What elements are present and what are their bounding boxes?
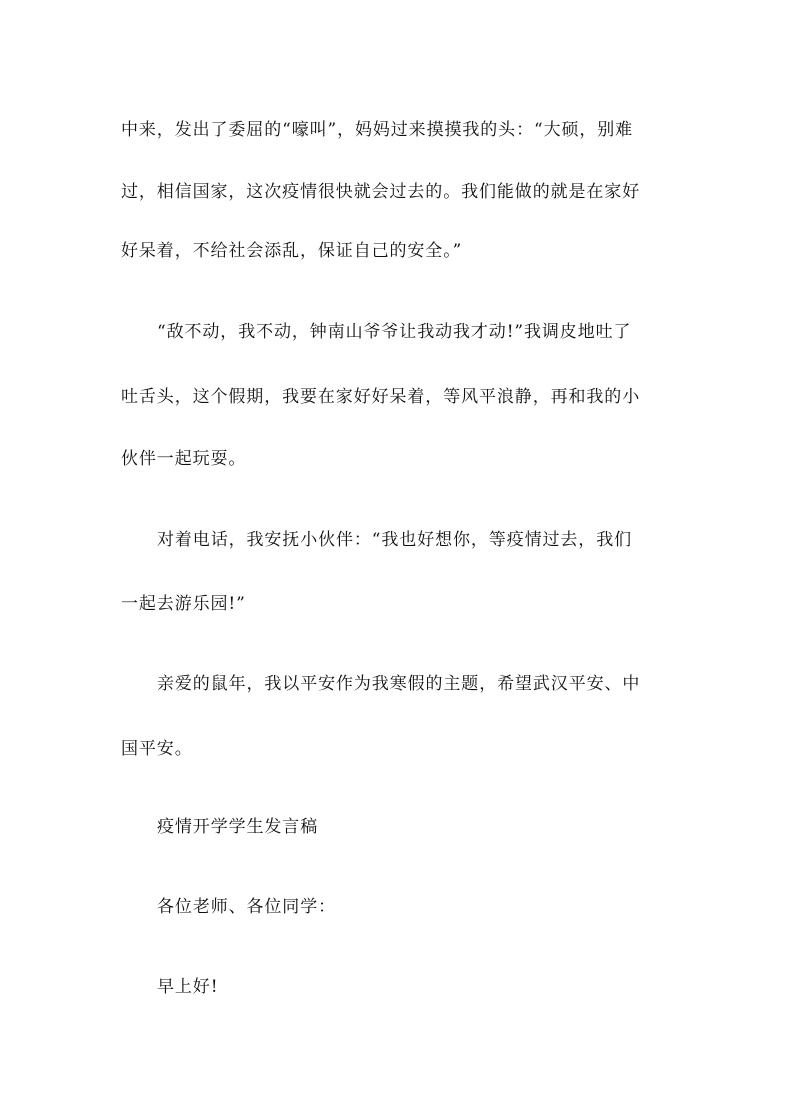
- text-line: 国平安。: [121, 739, 193, 759]
- heading: 疫情开学学生发言稿: [157, 817, 319, 837]
- text-line: 一起去游乐园!”: [121, 594, 246, 614]
- text-line: 对着电话，我安抚小伙伴：“我也好想你，等疫情过去，我们: [157, 530, 632, 550]
- greeting: 早上好!: [157, 977, 219, 997]
- salutation: 各位老师、各位同学：: [157, 897, 336, 917]
- text-line: 亲爱的鼠年，我以平安作为我寒假的主题，希望武汉平安、中: [157, 674, 641, 694]
- text-line: 中来，发出了委屈的“嚎叫”，妈妈过来摸摸我的头：“大硕，别难: [121, 120, 634, 140]
- text-line: 过，相信国家，这次疫情很快就会过去的。我们能做的就是在家好: [121, 182, 641, 202]
- text-line: 好呆着，不给社会添乱，保证自己的安全。”: [121, 241, 463, 261]
- text-line: 吐舌头，这个假期，我要在家好好呆着，等风平浪静，再和我的小: [121, 387, 641, 407]
- text-line: 伙伴一起玩耍。: [121, 449, 247, 469]
- text-line: “敌不动，我不动，钟南山爷爷让我动我才动!”我调皮地吐了: [157, 322, 632, 342]
